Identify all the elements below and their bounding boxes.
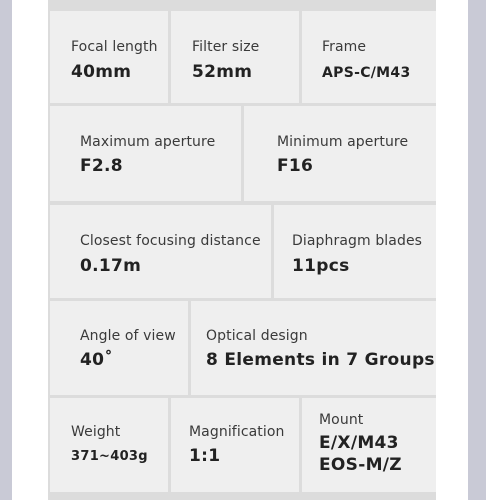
spec-label: Angle of view (80, 328, 176, 344)
spec-label: Weight (71, 424, 121, 440)
right-border (468, 0, 486, 500)
spec-value: 371~403g (71, 449, 148, 464)
spec-label: Focal length (71, 39, 158, 55)
spec-cell-diaphragm (274, 205, 436, 298)
spec-value: 0.17m (80, 256, 142, 276)
spec-cell-frame (302, 11, 436, 103)
spec-cell-angle-of-view (50, 301, 188, 395)
spec-cell-max-aperture (50, 106, 241, 201)
spec-value: 40˚ (80, 350, 114, 370)
spec-cell-optical-design (191, 301, 436, 395)
spec-value: E/X/M43 EOS-M/Z (319, 433, 402, 475)
spec-value: F16 (277, 156, 314, 176)
spec-label: Closest focusing distance (80, 233, 261, 249)
spec-value: F2.8 (80, 156, 123, 176)
spec-label: Magnification (189, 424, 285, 440)
spec-label: Maximum aperture (80, 134, 216, 150)
spec-cell-mount (302, 398, 436, 492)
spec-label: Frame (322, 39, 367, 55)
spec-cell-closest-focus (50, 205, 271, 298)
spec-value: 40mm (71, 62, 132, 82)
spec-label: Diaphragm blades (292, 233, 423, 249)
spec-value: 8 Elements in 7 Groups (206, 350, 435, 370)
spec-cell-filter-size (171, 11, 299, 103)
spec-cell-min-aperture (244, 106, 436, 201)
spec-label: Minimum aperture (277, 134, 409, 150)
left-margin (12, 0, 48, 500)
spec-value: 11pcs (292, 256, 350, 276)
spec-value: 52mm (192, 62, 253, 82)
spec-label: Mount (319, 412, 364, 428)
spec-label: Optical design (206, 328, 308, 344)
spec-cell-magnification (171, 398, 299, 492)
spec-cell-weight (50, 398, 168, 492)
right-margin (436, 0, 468, 500)
spec-cell-focal-length (50, 11, 168, 103)
spec-value: 1:1 (189, 446, 221, 466)
left-border (0, 0, 12, 500)
spec-label: Filter size (192, 39, 260, 55)
spec-value: APS-C/M43 (322, 65, 411, 81)
